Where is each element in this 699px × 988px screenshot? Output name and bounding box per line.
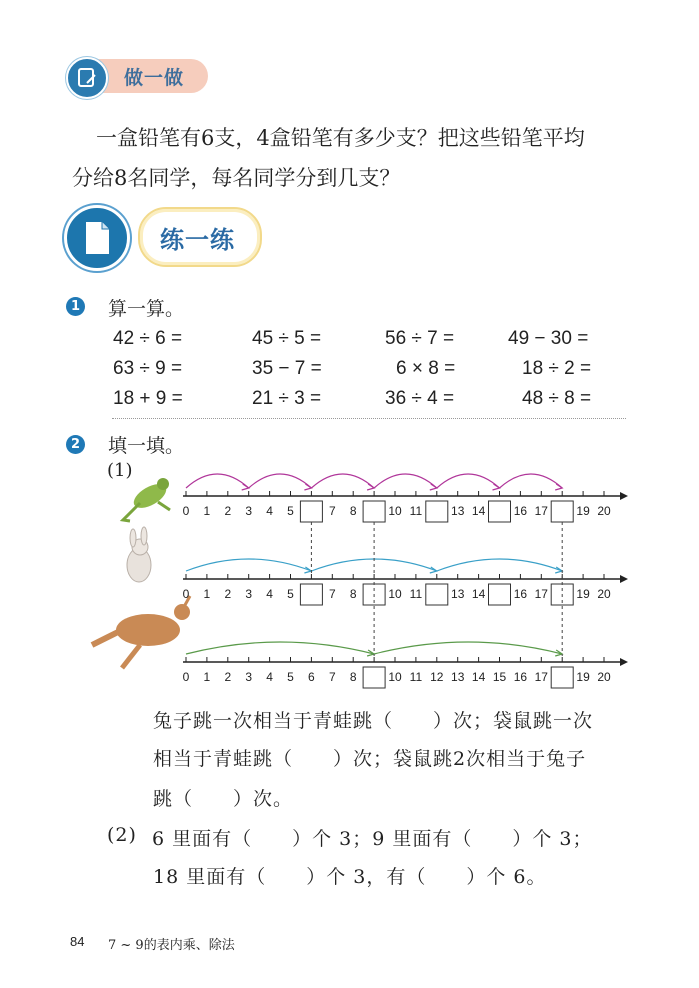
answer-box (363, 667, 385, 688)
part-2-sentence-1: 6 里面有（ ）个 3；9 里面有（ ）个 3； (152, 828, 593, 850)
zuo-yi-zuo-label: 做一做 (124, 67, 185, 89)
tick-label: 16 (513, 670, 528, 684)
tick-label: 16 (513, 587, 528, 601)
number-line-arrow (620, 575, 628, 583)
problem-line-1: 一盒铅笔有6支，4盒铅笔有多少支？把这些铅笔平均 (96, 126, 585, 150)
jump-arc (186, 474, 249, 488)
tick-label: 7 (328, 504, 336, 518)
jump-arc (311, 474, 374, 488)
calc-item: 45 ÷ 5 = (252, 328, 322, 349)
jump-arc (437, 474, 500, 488)
jump-arc (374, 474, 437, 488)
tick-label: 19 (576, 504, 590, 518)
tick-label: 13 (451, 504, 465, 518)
answer-box (489, 584, 511, 605)
tick-label: 19 (576, 670, 590, 684)
tick-label: 5 (287, 587, 294, 601)
page-number: 84 (70, 934, 85, 949)
answer-box (551, 667, 573, 688)
tick-label: 0 (182, 670, 190, 684)
tick-label: 11 (409, 670, 423, 684)
calc-item: 48 ÷ 8 = (522, 388, 592, 409)
tick-label: 8 (349, 504, 357, 518)
tick-label: 13 (451, 587, 465, 601)
exercise-2-title: 填一填。 (108, 435, 185, 457)
tick-label: 7 (328, 670, 336, 684)
answer-box (426, 584, 448, 605)
exercise-1-title: 算一算。 (108, 298, 185, 320)
tick-label: 2 (224, 504, 232, 518)
answer-box (489, 501, 511, 522)
tick-label: 5 (287, 504, 294, 518)
lian-yi-lian-label: 练一练 (160, 226, 235, 254)
tick-label: 5 (287, 670, 294, 684)
problem-line-2: 分给8名同学，每名同学分到几支？ (72, 166, 401, 190)
jump-arc (186, 559, 311, 571)
jump-arc (249, 474, 312, 488)
tick-label: 3 (245, 670, 253, 684)
tick-label: 20 (597, 670, 611, 684)
tick-label: 17 (534, 504, 548, 518)
tick-label: 17 (534, 670, 548, 684)
calc-item: 35 − 7 = (252, 358, 322, 379)
calc-item: 21 ÷ 3 = (252, 388, 322, 409)
tick-label: 13 (451, 670, 465, 684)
number-line-arrow (620, 492, 628, 500)
calc-item: 56 ÷ 7 = (385, 328, 455, 349)
tick-label: 20 (597, 587, 611, 601)
answer-box (551, 501, 573, 522)
calc-item: 49 − 30 = (508, 328, 589, 349)
chapter-title: 7 ~ 9的表内乘、除法 (108, 938, 235, 953)
tick-label: 14 (471, 504, 486, 518)
tick-label: 3 (245, 504, 253, 518)
calc-item: 63 ÷ 9 = (113, 358, 183, 379)
part-1-sentence-2: 相当于青蛙跳（ ）次；袋鼠跳2次相当于兔子 (153, 748, 587, 770)
exercise-2-number: 2 (66, 435, 85, 454)
part-1-sentence-3: 跳（ ）次。 (153, 788, 294, 810)
calc-item: 6 × 8 = (396, 358, 456, 379)
jump-arc (374, 642, 562, 654)
tick-label: 14 (471, 670, 486, 684)
answer-box (363, 501, 385, 522)
tick-label: 17 (534, 587, 548, 601)
tick-label: 1 (203, 504, 211, 518)
tick-label: 10 (388, 670, 402, 684)
tick-label: 1 (203, 670, 211, 684)
part-1-sentence-1: 兔子跳一次相当于青蛙跳（ ）次；袋鼠跳一次 (153, 710, 594, 732)
part-1-label: (1) (107, 460, 133, 481)
tick-label: 15 (492, 670, 507, 684)
tick-label: 4 (266, 587, 273, 601)
tick-label: 14 (471, 587, 486, 601)
calc-item: 42 ÷ 6 = (113, 328, 183, 349)
tick-label: 10 (388, 504, 402, 518)
tick-label: 4 (266, 670, 273, 684)
answer-box (426, 501, 448, 522)
tick-label: 3 (245, 587, 253, 601)
frog-illustration (123, 478, 170, 521)
jump-arc (186, 642, 374, 654)
tick-label: 8 (349, 587, 357, 601)
tick-label: 12 (430, 670, 444, 684)
calc-item: 36 ÷ 4 = (385, 388, 455, 409)
tick-label: 19 (576, 587, 590, 601)
calc-item: 18 + 9 = (113, 388, 183, 409)
jump-arc (500, 474, 563, 488)
kangaroo-illustration (92, 596, 190, 668)
tick-label: 11 (409, 587, 423, 601)
tick-label: 8 (349, 670, 357, 684)
tick-label: 10 (388, 587, 402, 601)
number-line-arrow (620, 658, 628, 666)
tick-label: 0 (182, 587, 190, 601)
tick-label: 1 (203, 587, 211, 601)
tick-label: 2 (224, 587, 232, 601)
tick-label: 11 (409, 504, 423, 518)
answer-box (300, 501, 322, 522)
jump-arc (437, 559, 562, 571)
exercise-1-number: 1 (66, 297, 85, 316)
tick-label: 2 (224, 670, 232, 684)
tick-label: 6 (308, 670, 315, 684)
answer-box (300, 584, 322, 605)
tick-label: 7 (328, 587, 336, 601)
tick-label: 16 (513, 504, 528, 518)
part-2-sentence-2: 18 里面有（ ）个 3，有（ ）个 6。 (153, 866, 547, 888)
part-2-label: (2) (107, 824, 137, 846)
tick-label: 4 (266, 504, 273, 518)
calc-item: 18 ÷ 2 = (522, 358, 592, 379)
tick-label: 20 (597, 504, 611, 518)
tick-label: 0 (182, 504, 190, 518)
rabbit-illustration (127, 527, 151, 582)
